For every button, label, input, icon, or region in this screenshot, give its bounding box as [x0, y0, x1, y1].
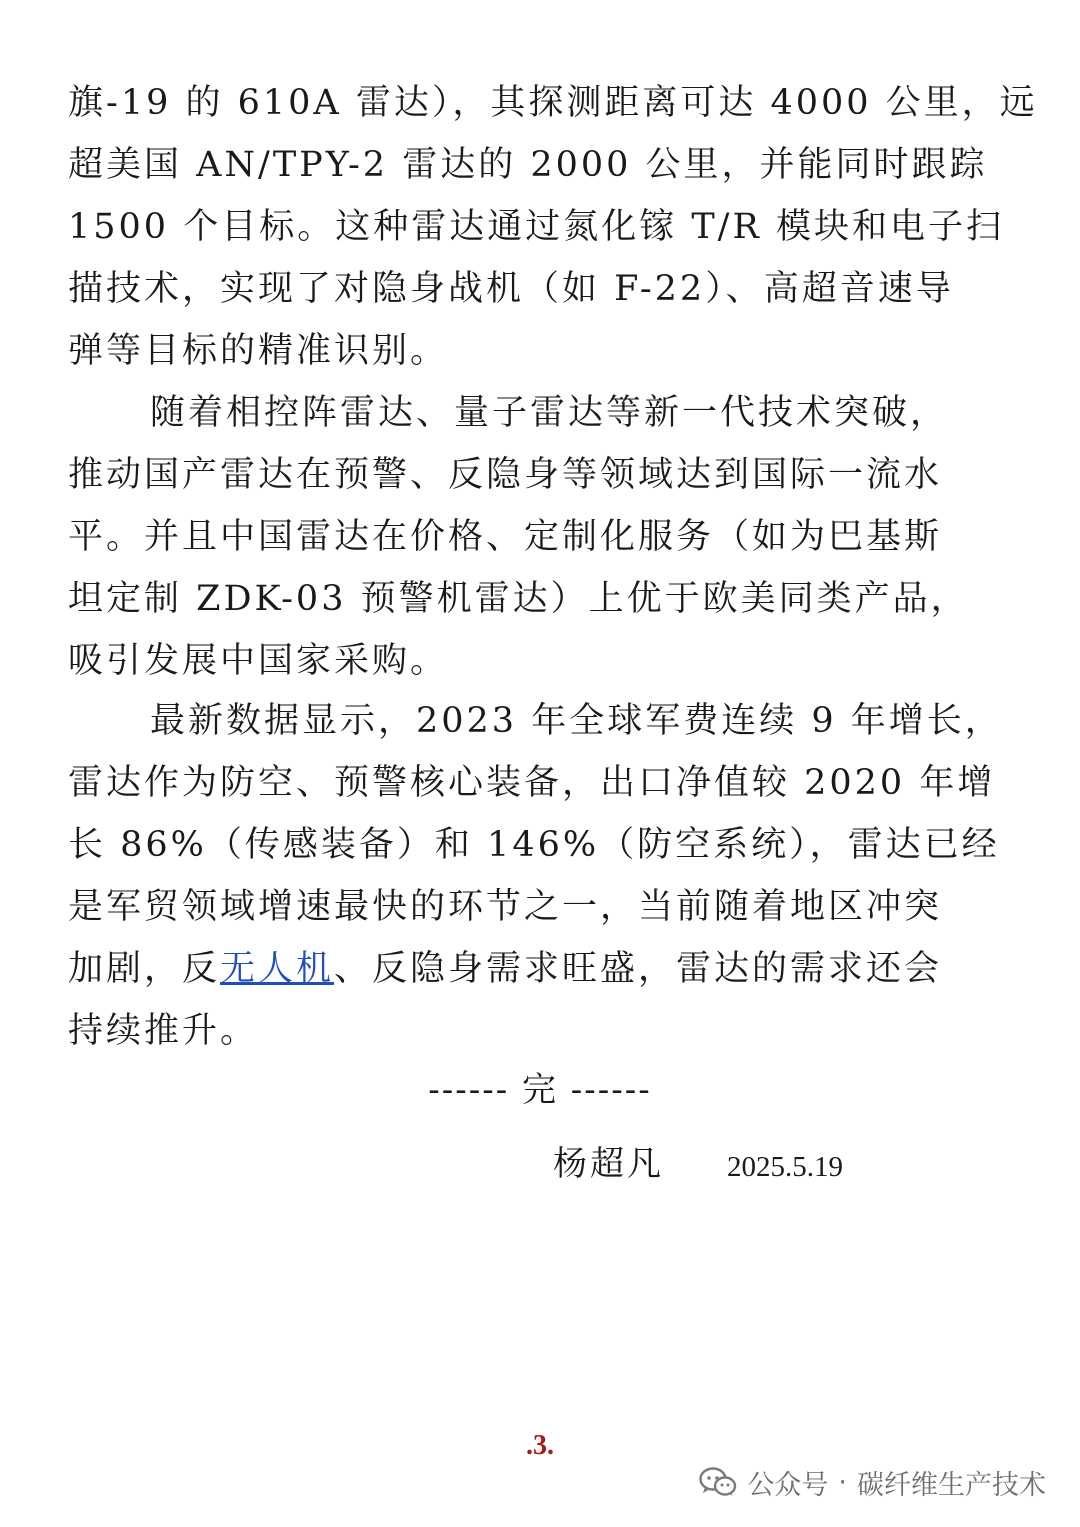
paragraph-line: 最新数据显示，2023 年全球军费连续 9 年增长，	[150, 701, 1003, 741]
paragraph-line: 描技术，实现了对隐身战机（如 F-22）、高超音速导	[68, 269, 954, 309]
paragraph-line: 超美国 AN/TPY-2 雷达的 2000 公里，并能同时跟踪	[68, 145, 988, 185]
author-name: 杨超凡	[553, 1144, 664, 1184]
watermark-separator: ·	[838, 1466, 847, 1498]
paragraph-line-with-link	[68, 938, 1012, 1000]
paragraph-line: 持续推升。	[68, 1011, 259, 1051]
paragraph-line: 平。并且中国雷达在价格、定制化服务（如为巴基斯	[68, 517, 943, 557]
paragraph-line: 随着相控阵雷达、量子雷达等新一代技术突破，	[150, 393, 949, 433]
paragraph-line: 推动国产雷达在预警、反隐身等领域达到国际一流水	[68, 455, 943, 495]
paragraph-line: 旗-19 的 610A 雷达），其探测距离可达 4000 公里，远	[68, 83, 1038, 123]
line-text-before-link: 加剧，反	[68, 949, 221, 989]
watermark-label: 公众号	[747, 1469, 829, 1501]
drone-link[interactable]: 无人机	[220, 949, 335, 989]
publish-date: 2025.5.19	[727, 1151, 843, 1183]
paragraph-line: 坦定制 ZDK-03 预警机雷达）上优于欧美同类产品，	[68, 579, 969, 619]
page-number: .3.	[526, 1430, 554, 1461]
watermark	[699, 1458, 1046, 1506]
paragraph-line: 吸引发展中国家采购。	[68, 641, 449, 681]
paragraph-line: 是军贸领域增速最快的环节之一，当前随着地区冲突	[68, 887, 943, 927]
paragraph-line: 雷达作为防空、预警核心装备，出口净值较 2020 年增	[68, 763, 996, 803]
paragraph-line: 1500 个目标。这种雷达通过氮化镓 T/R 模块和电子扫	[68, 207, 1004, 247]
paragraph-line: 长 86%（传感装备）和 146%（防空系统），雷达已经	[68, 825, 1000, 865]
wechat-icon	[699, 1467, 737, 1497]
watermark-account: 碳纤维生产技术	[857, 1469, 1046, 1501]
paragraph-line: 弹等目标的精准识别。	[68, 331, 449, 371]
end-mark: ------ 完 ------	[428, 1070, 652, 1110]
line-text-after-link: 、反隐身需求旺盛，雷达的需求还会	[334, 949, 943, 989]
